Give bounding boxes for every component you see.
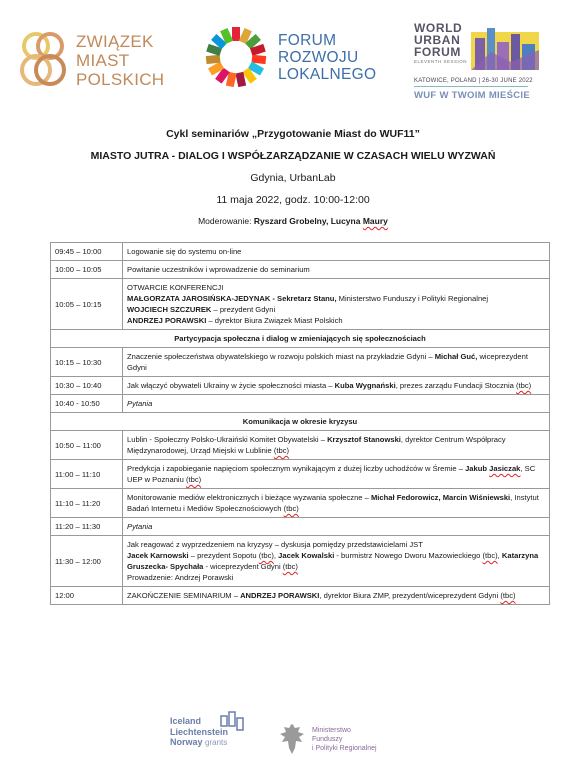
- eea-line-2: Liechtenstein: [170, 726, 229, 737]
- frl-logo: [200, 26, 376, 88]
- item-cell: [123, 377, 550, 395]
- eea-line-1: Iceland: [170, 716, 202, 726]
- item-cell: Pytania: [123, 518, 550, 536]
- wuf-top: [414, 22, 539, 70]
- time-cell: 09:45 – 10:00: [51, 243, 123, 261]
- item-cell: [123, 460, 550, 489]
- section-row: [51, 330, 550, 348]
- table-row: [51, 395, 550, 413]
- speaker-name: Katarzyna Gruszecka- Spychała: [127, 551, 539, 571]
- moderator-line: Prowadzenie: Andrzej Porawski: [127, 573, 234, 582]
- sponsor-footer: [0, 706, 586, 766]
- ministry-logo: [278, 722, 377, 756]
- speaker-role: – prezydent Gdyni: [211, 305, 276, 314]
- table-row: [51, 587, 550, 605]
- time-cell: 10:40 - 10:50: [51, 395, 123, 413]
- time-cell: 11:20 – 11:30: [51, 518, 123, 536]
- speaker-name: ANDRZEJ PORAWSKI: [240, 591, 320, 600]
- separator: ,: [497, 551, 502, 560]
- moderation-line: [0, 216, 586, 226]
- speaker-line: [127, 304, 545, 315]
- eea-grants-logo: [170, 716, 228, 749]
- wuf-tagline: WUF W TWOIM MIEŚCIE: [414, 90, 530, 101]
- speaker-role: , SC UEP w Poznaniu: [127, 464, 536, 484]
- speaker-role: - wiceprezydent Gdyni: [203, 562, 283, 571]
- moderators: Ryszard Grobelny, Lucyna: [253, 216, 361, 226]
- item-cell: [123, 536, 550, 587]
- time-cell: 12:00: [51, 587, 123, 605]
- item-cell: Powitanie uczestników i wprowadzenie do seminarium: [123, 261, 550, 279]
- table-row: [51, 518, 550, 536]
- topic: ZAKOŃCZENIE SEMINARIUM –: [127, 591, 241, 600]
- frl-line-1: FORUM: [278, 31, 337, 49]
- time-cell: 10:50 – 11:00: [51, 431, 123, 460]
- separator: ,: [273, 551, 279, 560]
- zms-line-2: MIAST: [76, 50, 130, 70]
- ministry-name: [312, 726, 377, 753]
- tbc-note: (tbc): [283, 504, 299, 513]
- table-row: [51, 536, 550, 587]
- item-cell: [123, 431, 550, 460]
- speaker-line: [127, 315, 545, 326]
- speaker-surname: Jasiczak: [489, 464, 521, 473]
- zms-line-1: ZWIĄZEK: [76, 31, 154, 51]
- wuf-date: KATOWICE, POLAND | 26-30 JUNE 2022: [414, 78, 533, 84]
- table-row: [51, 348, 550, 377]
- tbc-note: (tbc): [515, 381, 532, 390]
- topic: Jak reagować z wyprzedzeniem na kryzysy – dyskusja pomiędzy przedstawicielami JST: [127, 540, 423, 549]
- time-cell: 10:30 – 10:40: [51, 377, 123, 395]
- frl-line-3: LOKALNEGO: [278, 65, 377, 83]
- speaker-role: , dyrektor Biura ZMP, prezydent/wiceprezydent Gdyni: [319, 591, 501, 600]
- topic: Jak włączyć obywateli Ukrainy w życie społeczności miasta –: [127, 381, 335, 390]
- tbc-note: (tbc): [273, 446, 290, 455]
- ministry-line-2: Funduszy: [312, 735, 343, 743]
- time-cell: 11:30 – 12:00: [51, 536, 123, 587]
- frl-line-2: ROZWOJU: [278, 48, 359, 66]
- agenda-table: [50, 242, 550, 605]
- item-cell: [123, 587, 550, 605]
- wuf-logo: [414, 22, 539, 101]
- table-row: [51, 460, 550, 489]
- logo-bar: [0, 22, 586, 112]
- zms-line-3: POLSKICH: [76, 69, 165, 89]
- series-title: Cykl seminariów „Przygotowanie Miast do WUF11”: [166, 128, 420, 140]
- zms-emblem-icon: [16, 30, 70, 90]
- tbc-note: (tbc): [500, 591, 516, 600]
- zms-name: [76, 32, 164, 89]
- item-cell: Logowanie się do systemu on-line: [123, 243, 550, 261]
- moderator-last: Maury: [362, 216, 388, 226]
- topic: Lublin - Społeczny Polsko-Ukraiński Komitet Obywatelski –: [127, 435, 328, 444]
- table-row: [51, 489, 550, 518]
- speaker-name: Jacek Karnowski: [127, 551, 189, 560]
- zms-logo: [16, 30, 164, 90]
- eea-line-3: [170, 737, 228, 749]
- wuf-divider: [414, 86, 528, 87]
- seminar-title: MIASTO JUTRA - DIALOG I WSPÓŁZARZĄDZANIE W CZASACH WIELU WYZWAŃ: [90, 150, 496, 162]
- tbc-note: (tbc): [282, 562, 298, 571]
- time-cell: 10:05 – 10:15: [51, 279, 123, 330]
- wuf-line-2: URBAN: [414, 33, 461, 47]
- speaker-name: Jacek Kowalski: [278, 551, 335, 560]
- wuf-line-1: WORLD: [414, 21, 463, 35]
- table-row: [51, 279, 550, 330]
- table-row: [51, 261, 550, 279]
- seminar-place: Gdynia, UrbanLab: [250, 172, 336, 184]
- frl-name: [278, 32, 376, 83]
- time-cell: 11:00 – 11:10: [51, 460, 123, 489]
- eea-grants-word: grants: [205, 738, 228, 747]
- panel-speakers: [127, 550, 545, 572]
- item-cell: Pytania: [123, 395, 550, 413]
- wuf-line-3: FORUM: [414, 45, 461, 59]
- eagle-emblem-icon: [278, 722, 306, 756]
- eea-grants-icon: [220, 710, 246, 732]
- time-cell: 10:15 – 10:30: [51, 348, 123, 377]
- speaker-role: – prezydent Sopotu: [188, 551, 259, 560]
- speaker-name: WOJCIECH SZCZUREK: [127, 305, 212, 314]
- wuf-skyline-icon: [471, 22, 539, 70]
- table-row: [51, 431, 550, 460]
- topic: Znaczenie społeczeństwa obywatelskiego w rozwoju polskich miast na przykładzie Gdyni –: [127, 352, 435, 361]
- speaker-name: Michał Guć,: [434, 352, 478, 361]
- opening-label: OTWARCIE KONFERENCJI: [127, 283, 224, 292]
- speaker-role: Ministerstwo Funduszy i Polityki Regionalnej: [336, 294, 489, 303]
- item-cell: [123, 489, 550, 518]
- speaker-line: [127, 293, 545, 304]
- speaker-name: Kuba Wygnański: [334, 381, 396, 390]
- eea-norway: Norway: [170, 737, 203, 747]
- item-cell: [123, 348, 550, 377]
- table-row: [51, 377, 550, 395]
- tbc-note: (tbc): [185, 475, 202, 484]
- section-row: [51, 413, 550, 431]
- speaker-role: , prezes zarządu Fundacji Stocznia: [395, 381, 516, 390]
- document-header: [0, 128, 586, 226]
- ministry-line-3: i Polityki Regionalnej: [312, 744, 377, 752]
- item-cell: [123, 279, 550, 330]
- tbc-note: (tbc): [482, 551, 498, 560]
- speaker-role: – dyrektor Biura Związek Miast Polskich: [206, 316, 343, 325]
- ministry-line-1: Ministerstwo: [312, 726, 351, 734]
- moderation-label: Moderowanie:: [198, 216, 252, 226]
- time-cell: 10:00 – 10:05: [51, 261, 123, 279]
- speaker-name: MAŁGORZATA JAROSIŃSKA-JEDYNAK - Sekretarz Stanu,: [127, 294, 337, 303]
- topic: Monitorowanie mediów elektronicznych i bieżące wyzwania społeczne –: [127, 493, 371, 502]
- topic: Predykcja i zapobieganie napięciom społecznym wynikającym z dużej liczby uchodźców w Śremie –: [127, 464, 466, 473]
- seminar-date: 11 maja 2022, godz. 10:00-12:00: [216, 194, 370, 206]
- tbc-note: (tbc): [258, 551, 274, 560]
- speaker-name: Michał Fedorowicz, Marcin Wiśniewski: [370, 493, 511, 502]
- speaker-role: , Instytut Badań Internetu i Mediów Społecznościowych: [127, 493, 539, 513]
- speaker-name: Jakub: [465, 464, 488, 473]
- section-heading: Partycypacja społeczna i dialog w zmieniających się społecznościach: [51, 330, 550, 348]
- speaker-name: ANDRZEJ PORAWSKI: [127, 316, 207, 325]
- speaker-name: Krzysztof Stanowski: [327, 435, 401, 444]
- wuf-session: ELEVENTH SESSION: [414, 59, 468, 64]
- table-row: [51, 243, 550, 261]
- frl-globe-icon: [200, 26, 272, 88]
- time-cell: 11:10 – 11:20: [51, 489, 123, 518]
- wuf-title: [414, 22, 467, 64]
- speaker-role: - burmistrz Nowego Dworu Mazowieckiego: [334, 551, 481, 560]
- section-heading: Komunikacja w okresie kryzysu: [51, 413, 550, 431]
- speaker-role: wiceprezydent Gdyni: [127, 352, 528, 372]
- speaker-role: , dyrektor Centrum Współpracy Międzynarodowej, Urząd Miejski w Lublinie: [127, 435, 506, 455]
